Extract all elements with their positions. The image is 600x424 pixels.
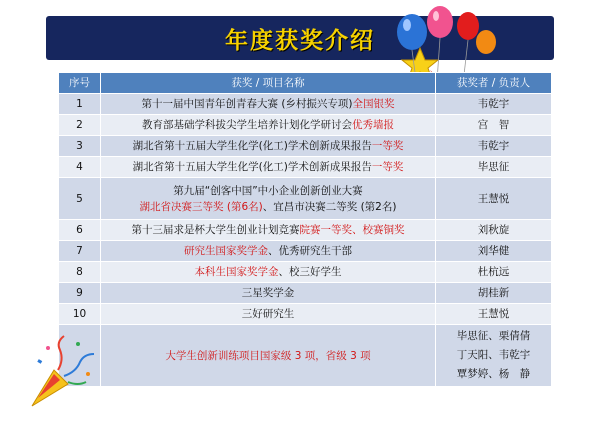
- row-award: 湖北省第十五届大学生化学(化工)学术创新成果报告一等奖: [101, 136, 436, 157]
- row-index: 4: [59, 157, 101, 178]
- row-award: 大学生创新训练项目国家级 3 项，省级 3 项: [101, 325, 436, 387]
- table-header-row: [59, 73, 552, 94]
- row-award: 研究生国家奖学金、优秀研究生干部: [101, 241, 436, 262]
- row-person: 王慧悦: [436, 304, 552, 325]
- balloon-orange-icon: [476, 30, 496, 54]
- row-person: 宫 智: [436, 115, 552, 136]
- row-person: 胡桂新: [436, 283, 552, 304]
- row-index: 2: [59, 115, 101, 136]
- row-person: 刘秋旋: [436, 220, 552, 241]
- table-row: [59, 283, 552, 304]
- row-index: 10: [59, 304, 101, 325]
- table-row: [59, 304, 552, 325]
- row-index: 8: [59, 262, 101, 283]
- table-row: [59, 136, 552, 157]
- row-index: 9: [59, 283, 101, 304]
- row-person: 刘华健: [436, 241, 552, 262]
- row-person: 毕思征、栗倩倩 丁天阳、韦乾宇 覃梦婷、杨 静: [436, 325, 552, 387]
- row-award: 第十一届中国青年创青春大赛 (乡村振兴专项)全国银奖: [101, 94, 436, 115]
- row-award: 三好研究生: [101, 304, 436, 325]
- row-index: 6: [59, 220, 101, 241]
- row-award: 教育部基础学科拔尖学生培养计划化学研讨会优秀墙报: [101, 115, 436, 136]
- row-award: 第九届“创客中国”中小企业创新创业大赛 湖北省决赛三等奖 (第6名)、宜昌市决赛二等奖 (第2名): [101, 178, 436, 220]
- row-person: 杜杭远: [436, 262, 552, 283]
- row-award: 湖北省第十五届大学生化学(化工)学术创新成果报告一等奖: [101, 157, 436, 178]
- table-row: [59, 157, 552, 178]
- table-row: [59, 220, 552, 241]
- row-award: 第十三届求是杯大学生创业计划竞赛院赛一等奖、校赛铜奖: [101, 220, 436, 241]
- page-title: 年度获奖介绍: [225, 28, 375, 54]
- row-award: 本科生国家奖学金、校三好学生: [101, 262, 436, 283]
- row-index: 1: [59, 94, 101, 115]
- table-row: [59, 241, 552, 262]
- row-index: 5: [59, 178, 101, 220]
- table-row: [59, 325, 552, 387]
- row-person: 韦乾宇: [436, 136, 552, 157]
- header-award: 获奖 / 项目名称: [101, 73, 436, 94]
- row-index: 7: [59, 241, 101, 262]
- table-row: [59, 262, 552, 283]
- balloon-blue-icon: [397, 14, 427, 50]
- row-person: 毕思征: [436, 157, 552, 178]
- header-person: 获奖者 / 负责人: [436, 73, 552, 94]
- table-row: [59, 178, 552, 220]
- awards-table: [58, 72, 552, 387]
- header-index: 序号: [59, 73, 101, 94]
- confetti-popper-icon: [28, 330, 98, 410]
- row-award: 三星奖学金: [101, 283, 436, 304]
- table-row: [59, 94, 552, 115]
- row-index: 3: [59, 136, 101, 157]
- balloon-pink-icon: [427, 6, 453, 38]
- balloon-red-icon: [457, 12, 479, 40]
- row-person: 韦乾宇: [436, 94, 552, 115]
- row-person: 王慧悦: [436, 178, 552, 220]
- table-row: [59, 115, 552, 136]
